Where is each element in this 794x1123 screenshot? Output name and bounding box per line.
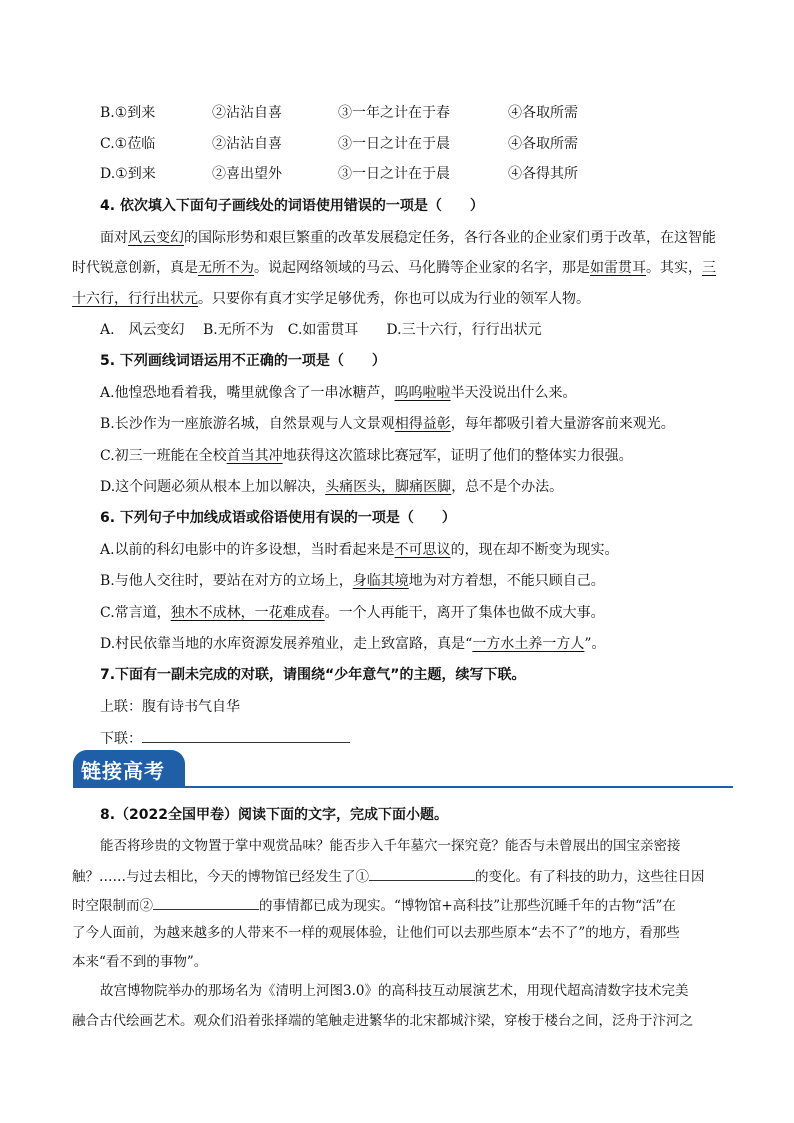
banner-title: 链接高考 <box>81 759 165 783</box>
question-8-title: 8.（2022全国甲卷）阅读下面的文字，完成下面小题。 <box>100 807 449 823</box>
q6-option-c: C.常言道，独木不成林，一花难成春。一个人再能干，离开了集体也做不成大事。 <box>100 605 605 621</box>
q4-options: A. 风云变幻 B.无所不为 C.如雷贯耳 D.三十六行，行行出状元 <box>100 322 542 338</box>
q8-passage-line: 触？……与过去相比，今天的博物馆已经发生了① 的变化。有了科技的助力，这些往日因 <box>72 866 705 887</box>
option-cell: ④各取所需 <box>508 105 578 121</box>
q5-option-a: A.他惶恐地看着我，嘴里就像含了一串冰糖芦，呜呜啦啦半天没说出什么来。 <box>100 385 577 401</box>
underlined-term: 三 <box>702 260 716 276</box>
underlined-term: 独木不成林，一花难成春 <box>170 605 325 621</box>
question-4-title: 4. 依次填入下面句子画线处的词语使用错误的一项是（ ） <box>100 198 484 214</box>
q6-option-d: D.村民依靠当地的水库资源发展养殖业，走上致富路，真是“一方水土养一方人”。 <box>100 636 606 652</box>
underlined-term: 首当其冲 <box>226 448 283 464</box>
question-5-title: 5. 下列画线词语运用不正确的一项是（ ） <box>100 353 386 369</box>
question-6-title: 6. 下列句子中加线成语或俗语使用有误的一项是（ ） <box>100 510 456 526</box>
q5-option-b: B.长沙作为一座旅游名城，自然景观与人文景观相得益彰，每年都吸引着大量游客前来观光。 <box>100 416 675 432</box>
answer-blank-2[interactable] <box>153 895 259 910</box>
q4-passage-line-3: 十六行，行行出状元。只要你有真才实学足够优秀，你也可以成为行业的领军人物。 <box>72 291 590 307</box>
q8-passage-line: 融合古代绘画艺术。观众们沿着张择端的笔触走进繁华的北宋都城汴梁，穿梭于楼台之间，泛舟于汴河之 <box>72 1013 693 1029</box>
option-cell: B.①到来 <box>100 105 156 121</box>
answer-blank-1[interactable] <box>369 866 475 881</box>
q8-passage-line: 了今人面前，为越来越多的人带来不一样的观展体验，让他们可以去那些原本“去不了”的地方，看那些 <box>72 925 680 941</box>
option-cell: ②沾沾自喜 <box>212 105 282 121</box>
q4-passage-line-1: 面对风云变幻的国际形势和艰巨繁重的改革发展稳定任务，各行各业的企业家们勇于改革，在这智能 <box>100 230 716 246</box>
q8-passage-line: 能否将珍贵的文物置于掌中观赏品味？能否步入千年墓穴一探究竟？能否与未曾展出的国宝亲密接 <box>100 838 681 854</box>
option-cell: C.①莅临 <box>100 136 156 152</box>
q5-option-c: C.初三一班能在全校首当其冲地获得这次篮球比赛冠军，证明了他们的整体实力很强。 <box>100 448 633 464</box>
question-7-title: 7.下面有一副未完成的对联，请围绕“少年意气”的主题，续写下联。 <box>100 667 526 683</box>
underlined-term: 不可思议 <box>394 542 451 558</box>
option-cell: ②喜出望外 <box>212 166 282 182</box>
couplet-lower: 下联： <box>100 728 350 749</box>
underlined-term: 身临其境 <box>352 573 409 589</box>
section-banner <box>73 750 185 788</box>
underlined-term: 一方水土养一方人 <box>472 636 585 652</box>
option-cell: ③一年之计在于春 <box>338 105 450 121</box>
q8-passage-line: 本来“看不到的事物”。 <box>72 954 208 970</box>
underlined-term: 风云变幻 <box>128 230 184 246</box>
q4-passage-line-2: 时代锐意创新，真是无所不为。说起网络领域的马云、马化腾等企业家的名字，那是如雷贯耳。其实，三 <box>72 260 716 276</box>
option-cell: ②沾沾自喜 <box>212 136 282 152</box>
underlined-term: 无所不为 <box>198 260 254 276</box>
q6-option-b: B.与他人交往时，要站在对方的立场上，身临其境地为对方着想，不能只顾自己。 <box>100 573 605 589</box>
q8-passage-line: 时空限制而② 的事情都已成为现实。“博物馆+高科技”让那些沉睡千年的古物“活”在 <box>72 895 676 916</box>
option-cell: D.①到来 <box>100 166 156 182</box>
underlined-term: 呜呜啦啦 <box>394 385 451 401</box>
banner-rule <box>73 786 733 788</box>
answer-blank[interactable] <box>142 728 350 743</box>
option-cell: ③一日之计在于晨 <box>338 166 450 182</box>
underlined-term: 相得益彰 <box>394 416 451 432</box>
underlined-term: 如雷贯耳 <box>590 260 646 276</box>
option-cell: ④各得其所 <box>508 166 578 182</box>
underlined-term: 头痛医头，脚痛医脚 <box>325 479 452 495</box>
couplet-upper: 上联：腹有诗书气自华 <box>100 699 240 715</box>
q5-option-d: D.这个问题必须从根本上加以解决，头痛医头，脚痛医脚，总不是个办法。 <box>100 479 564 495</box>
option-cell: ③一日之计在于晨 <box>338 136 450 152</box>
underlined-term: 十六行，行行出状元 <box>72 291 198 307</box>
option-cell: ④各取所需 <box>508 136 578 152</box>
q8-passage-line: 故宫博物院举办的那场名为《清明上河图3.0》的高科技互动展演艺术，用现代超高清数字技术完美 <box>100 983 689 999</box>
q6-option-a: A.以前的科幻电影中的许多设想，当时看起来是不可思议的，现在却不断变为现实。 <box>100 542 619 558</box>
